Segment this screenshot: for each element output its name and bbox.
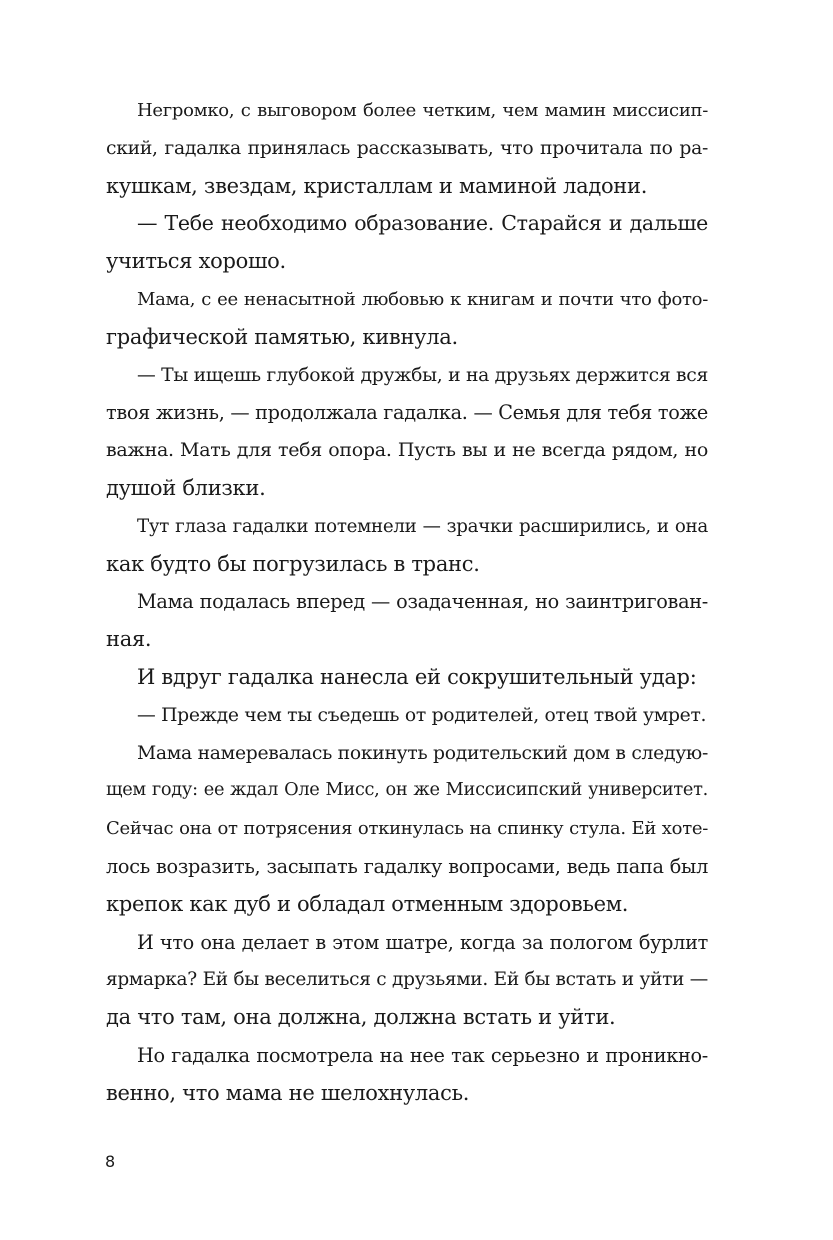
text-line: Негромко, с выговором более четким, чем мамин миссисип- <box>137 100 708 121</box>
text-line: И что она делает в этом шатре, когда за пологом бурлит <box>137 930 708 954</box>
page-body <box>106 92 708 1113</box>
text-line: И вдруг гадалка нанесла ей сокрушительный удар: <box>137 664 697 689</box>
paragraph <box>106 205 708 281</box>
text-line: лось возразить, засыпать гадалку вопросами, ведь папа был <box>106 854 708 878</box>
paragraph <box>106 924 708 1037</box>
paragraph <box>106 583 708 659</box>
text-line: Мама подалась вперед — озадаченная, но заинтригован- <box>137 590 708 614</box>
text-line: — Ты ищешь глубокой дружбы, и на друзьях держится вся <box>137 364 708 386</box>
text-line: Сейчас она от потрясения откинулась на спинку стула. Ей хоте- <box>106 818 708 840</box>
paragraph <box>106 92 708 205</box>
paragraph <box>106 735 708 924</box>
text-line: — Прежде чем ты съедешь от родителей, отец твой умрет. <box>137 704 707 726</box>
paragraph <box>106 1037 708 1113</box>
page-number: 8 <box>105 1152 116 1171</box>
paragraph <box>106 357 708 508</box>
text-line: Но гадалка посмотрела на нее так серьезно и проникно- <box>137 1043 708 1067</box>
text-line: ярмарка? Ей бы веселиться с друзьями. Ей бы встать и уйти — <box>106 969 708 991</box>
paragraph <box>106 697 708 735</box>
text-line: душой близки. <box>106 475 266 500</box>
text-line: крепок как дуб и обладал отменным здоровьем. <box>106 891 629 916</box>
text-line: да что там, она должна, должна встать и уйти. <box>106 1005 616 1030</box>
text-line: графической памятью, кивнула. <box>106 324 458 349</box>
text-line: твоя жизнь, — продолжала гадалка. — Семья для тебя тоже <box>106 401 708 425</box>
text-line: венно, что мама не шелохнулась. <box>106 1080 470 1105</box>
text-line: Мама намеревалась покинуть родительский дом в следую- <box>137 742 708 764</box>
paragraph <box>106 281 708 357</box>
text-line: Мама, с ее ненасытной любовью к книгам и почти что фото- <box>137 288 708 310</box>
text-line: ная. <box>106 627 152 652</box>
text-line: учиться хорошо. <box>106 249 286 274</box>
paragraph <box>106 508 708 584</box>
paragraph <box>106 659 708 697</box>
text-line: Тут глаза гадалки потемнели — зрачки расширились, и она <box>137 515 708 537</box>
text-line: щем году: ее ждал Оле Мисс, он же Миссисипский университет. <box>106 780 708 801</box>
text-line: кушкам, звездам, кристаллам и маминой ладони. <box>106 173 648 198</box>
text-line: — Тебе необходимо образование. Старайся и дальше <box>137 211 708 236</box>
text-line: ский, гадалка принялась рассказывать, что прочитала по ра- <box>106 137 708 159</box>
text-line: важна. Мать для тебя опора. Пусть вы и не всегда рядом, но <box>106 439 708 462</box>
text-line: как будто бы погрузилась в транс. <box>106 551 480 576</box>
